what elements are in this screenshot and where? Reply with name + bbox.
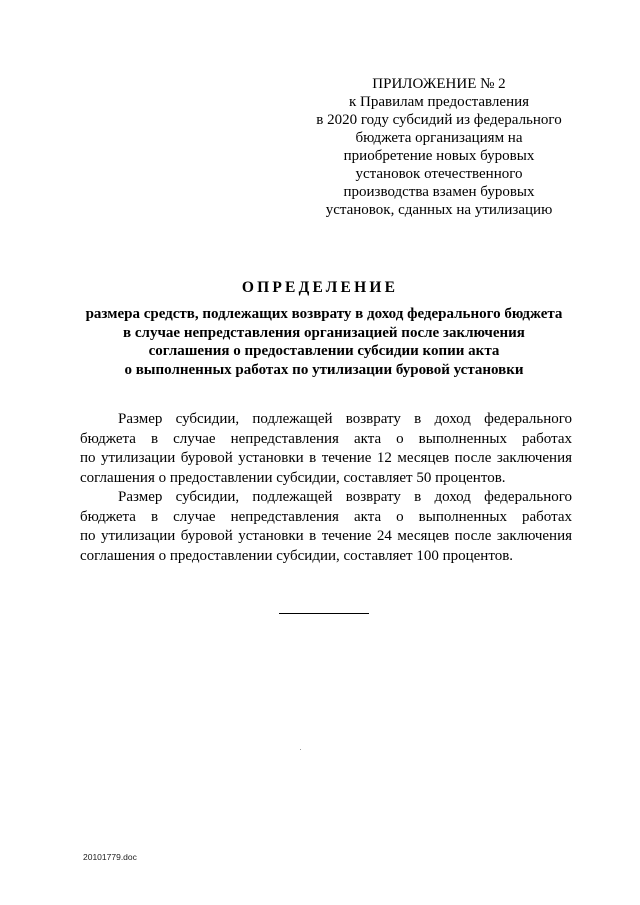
paragraph-24-months	[80, 488, 572, 566]
paragraph-line: бюджета в случае непредставления акта о выполненных работах	[80, 508, 572, 525]
paragraph-line: по утилизации буровой установки в течение 12 месяцев после заключения	[80, 450, 572, 466]
annex-line: приобретение новых буровых	[343, 148, 535, 164]
subtitle-line: соглашения о предоставлении субсидии копии акта	[148, 343, 500, 359]
annex-line: в 2020 году субсидий из федерального	[316, 112, 562, 128]
annex-number: ПРИЛОЖЕНИЕ № 2	[372, 76, 506, 92]
paragraph-line: соглашения о предоставлении субсидии, составляет 100 процентов.	[80, 547, 514, 564]
subtitle-line: размера средств, подлежащих возврату в доход федерального бюджета	[85, 306, 563, 322]
subtitle-line: о выполненных работах по утилизации буровой установки	[124, 361, 524, 378]
paragraph-line: соглашения о предоставлении субсидии, составляет 50 процентов.	[80, 469, 506, 486]
paragraph-line: Размер субсидии, подлежащей возврату в доход федерального	[118, 489, 572, 505]
paragraph-line: Размер субсидии, подлежащей возврату в доход федерального	[118, 411, 572, 427]
paragraph-line: бюджета в случае непредставления акта о выполненных работах	[80, 430, 572, 447]
subtitle-line: в случае непредставления организацией после заключения	[123, 324, 525, 341]
annex-line: к Правилам предоставления	[348, 94, 530, 110]
paragraph-line: по утилизации буровой установки в течение 24 месяцев после заключения	[80, 528, 572, 544]
document-subtitle	[40, 305, 608, 379]
document-body	[80, 410, 572, 566]
footer-file-name: 20101779.doc	[83, 852, 137, 862]
annex-line: установок, сданных на утилизацию	[325, 202, 553, 218]
annex-line: производства взамен буровых	[343, 184, 535, 200]
annex-header	[300, 75, 578, 219]
annex-line: бюджета организациям на	[355, 130, 523, 146]
scan-dot	[300, 749, 301, 750]
annex-line: установок отечественного	[355, 166, 523, 182]
paragraph-12-months	[80, 410, 572, 488]
closing-rule	[279, 613, 369, 614]
document-title: ОПРЕДЕЛЕНИЕ	[241, 279, 399, 296]
